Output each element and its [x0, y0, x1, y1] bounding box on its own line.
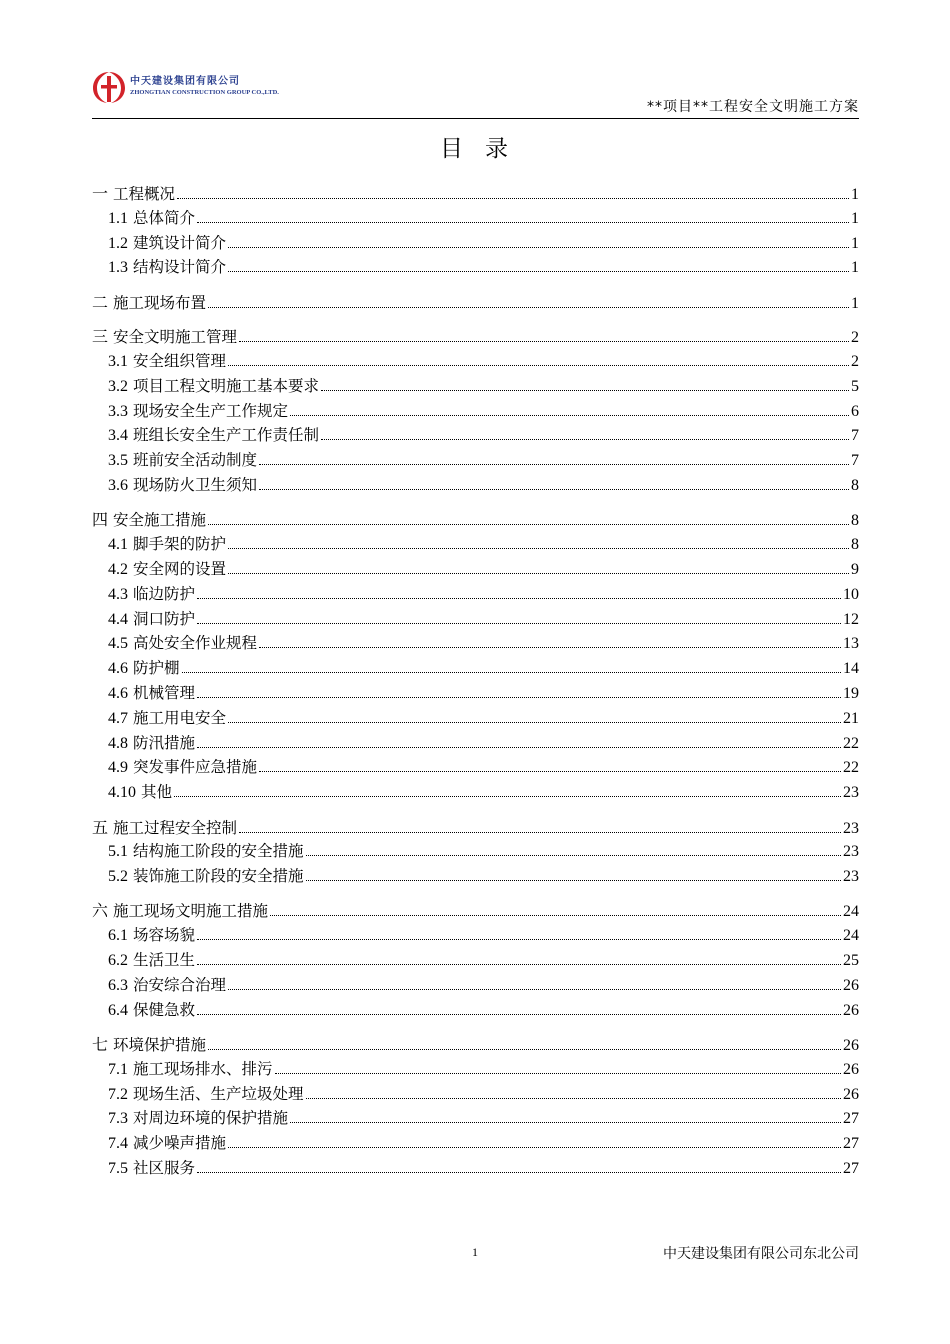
toc-dot-leader — [239, 832, 841, 833]
toc-section-entry[interactable] — [92, 374, 859, 399]
toc-entry-title: 场容场貌 — [133, 926, 196, 945]
toc-section-entry[interactable] — [92, 206, 859, 231]
toc-dot-leader — [174, 796, 841, 797]
toc-entry-title: 班前安全活动制度 — [133, 451, 258, 470]
company-logo — [92, 70, 279, 104]
toc-section-entry[interactable] — [92, 839, 859, 864]
toc-entry-title: 建筑设计简介 — [133, 233, 227, 252]
toc-entry-title: 总体简介 — [133, 208, 196, 227]
toc-dot-leader — [182, 672, 841, 673]
toc-entry-number: 3.5 — [108, 452, 128, 470]
toc-entry-title: 防汛措施 — [133, 733, 196, 752]
toc-dot-leader — [197, 697, 841, 698]
toc-entry-number: 三 — [92, 329, 109, 347]
toc-chapter-entry[interactable] — [92, 815, 859, 840]
toc-section-entry[interactable] — [92, 864, 859, 889]
toc-entry-title: 安全网的设置 — [133, 559, 227, 578]
toc-entry-number: 3.1 — [108, 352, 128, 370]
toc-section-entry[interactable] — [92, 473, 859, 498]
toc-entry-page: 19 — [843, 684, 859, 702]
toc-entry-page: 7 — [851, 427, 859, 445]
toc-entry-number: 4.7 — [108, 709, 128, 727]
toc-entry-title: 对周边环境的保护措施 — [133, 1109, 289, 1128]
toc-entry-page: 23 — [843, 784, 859, 802]
toc-entry-number: 4.2 — [108, 560, 128, 578]
toc-section-entry[interactable] — [92, 1057, 859, 1082]
toc-entry-title: 洞口防护 — [133, 609, 196, 628]
table-of-contents — [92, 181, 859, 1181]
toc-section-entry[interactable] — [92, 1156, 859, 1181]
toc-entry-page: 26 — [843, 1085, 859, 1103]
toc-dot-leader — [197, 623, 841, 624]
toc-entry-number: 6.1 — [108, 927, 128, 945]
toc-dot-leader — [197, 747, 841, 748]
toc-section-entry[interactable] — [92, 780, 859, 805]
toc-dot-leader — [290, 415, 849, 416]
toc-entry-title: 施工现场布置 — [113, 293, 207, 312]
toc-entry-title: 突发事件应急措施 — [133, 758, 258, 777]
toc-entry-number: 四 — [92, 512, 109, 530]
toc-entry-number: 4.3 — [108, 585, 128, 603]
toc-entry-title: 环境保护措施 — [113, 1036, 207, 1055]
toc-section-entry[interactable] — [92, 349, 859, 374]
toc-dot-leader — [197, 598, 841, 599]
toc-entry-page: 25 — [843, 952, 859, 970]
toc-entry-title: 现场安全生产工作规定 — [133, 401, 289, 420]
toc-entry-number: 6.4 — [108, 1001, 128, 1019]
logo-chinese-name: 中天建设集团有限公司 — [130, 76, 240, 87]
toc-dot-leader — [228, 548, 849, 549]
toc-entry-page: 1 — [851, 209, 859, 227]
toc-entry-number: 六 — [92, 903, 109, 921]
toc-section-entry[interactable] — [92, 1082, 859, 1107]
toc-entry-number: 4.10 — [108, 784, 136, 802]
toc-entry-title: 其他 — [141, 783, 173, 802]
toc-entry-number: 6.3 — [108, 976, 128, 994]
toc-dot-leader — [228, 365, 849, 366]
toc-entry-page: 8 — [851, 512, 859, 530]
toc-entry-number: 4.1 — [108, 536, 128, 554]
toc-section-entry[interactable] — [92, 656, 859, 681]
toc-chapter-entry[interactable] — [92, 324, 859, 349]
toc-entry-page: 26 — [843, 976, 859, 994]
toc-entry-page: 5 — [851, 377, 859, 395]
toc-section-entry[interactable] — [92, 532, 859, 557]
toc-entry-page: 8 — [851, 476, 859, 494]
toc-entry-page: 12 — [843, 610, 859, 628]
toc-entry-page: 27 — [843, 1135, 859, 1153]
toc-entry-page: 8 — [851, 536, 859, 554]
toc-entry-title: 施工过程安全控制 — [113, 818, 238, 837]
toc-dot-leader — [208, 307, 849, 308]
toc-entry-number: 一 — [92, 186, 109, 203]
toc-entry-page: 23 — [843, 843, 859, 861]
logo-english-name: ZHONGTIAN CONSTRUCTION GROUP CO.,LTD. — [130, 89, 279, 96]
toc-section-entry[interactable] — [92, 448, 859, 473]
toc-chapter-entry[interactable] — [92, 290, 859, 315]
toc-entry-page: 13 — [843, 635, 859, 653]
toc-dot-leader — [321, 439, 849, 440]
toc-heading: 目录 — [440, 136, 530, 162]
toc-entry-page: 24 — [843, 927, 859, 945]
toc-entry-number: 7.1 — [108, 1060, 128, 1078]
toc-entry-title: 脚手架的防护 — [133, 535, 227, 554]
toc-dot-leader — [270, 915, 841, 916]
toc-dot-leader — [275, 1073, 841, 1074]
toc-entry-number: 五 — [92, 819, 109, 837]
toc-entry-number: 1.3 — [108, 259, 128, 277]
page-number: 1 — [472, 1245, 478, 1259]
toc-dot-leader — [197, 1014, 841, 1015]
toc-entry-title: 装饰施工阶段的安全措施 — [133, 867, 304, 886]
toc-dot-leader — [239, 341, 849, 342]
toc-dot-leader — [197, 939, 841, 940]
toc-entry-number: 1.1 — [108, 209, 128, 227]
toc-entry-page: 2 — [851, 352, 859, 370]
toc-entry-number: 5.2 — [108, 868, 128, 886]
toc-entry-title: 班组长安全生产工作责任制 — [133, 426, 320, 445]
toc-entry-page: 23 — [843, 868, 859, 886]
toc-chapter-entry[interactable] — [92, 181, 859, 206]
toc-entry-title: 工程概况 — [113, 185, 176, 203]
toc-dot-leader — [228, 247, 849, 248]
toc-entry-number: 3.6 — [108, 476, 128, 494]
toc-entry-number: 七 — [92, 1037, 109, 1055]
toc-entry-number: 7.5 — [108, 1160, 128, 1178]
toc-entry-number: 二 — [92, 294, 109, 312]
toc-section-entry[interactable] — [92, 607, 859, 632]
toc-entry-number: 5.1 — [108, 843, 128, 861]
toc-entry-page: 14 — [843, 660, 859, 678]
toc-section-entry[interactable] — [92, 755, 859, 780]
toc-dot-leader — [228, 573, 849, 574]
toc-entry-title: 生活卫生 — [133, 951, 196, 970]
toc-entry-page: 1 — [851, 259, 859, 277]
toc-entry-number: 4.8 — [108, 734, 128, 752]
toc-entry-number: 4.5 — [108, 635, 128, 653]
toc-entry-number: 4.6 — [108, 660, 128, 678]
toc-entry-title: 项目工程文明施工基本要求 — [133, 376, 320, 395]
toc-entry-title: 安全施工措施 — [113, 511, 207, 530]
toc-entry-title: 防护棚 — [133, 659, 180, 678]
toc-dot-leader — [208, 524, 849, 525]
toc-section-entry[interactable] — [92, 631, 859, 656]
toc-chapter-entry[interactable] — [92, 1032, 859, 1057]
toc-entry-page: 26 — [843, 1001, 859, 1019]
toc-dot-leader — [228, 722, 841, 723]
toc-entry-title: 社区服务 — [133, 1159, 196, 1178]
toc-entry-title: 保健急救 — [133, 1000, 196, 1019]
toc-dot-leader — [197, 964, 841, 965]
toc-entry-title: 临边防护 — [133, 584, 196, 603]
toc-dot-leader — [259, 771, 841, 772]
toc-entry-title: 安全组织管理 — [133, 351, 227, 370]
toc-entry-number: 7.2 — [108, 1085, 128, 1103]
toc-entry-page: 23 — [843, 819, 859, 837]
toc-entry-title: 高处安全作业规程 — [133, 634, 258, 653]
toc-dot-leader — [259, 647, 841, 648]
toc-entry-title: 结构设计简介 — [133, 258, 227, 277]
toc-dot-leader — [306, 855, 841, 856]
toc-entry-page: 1 — [851, 186, 859, 203]
toc-entry-page: 22 — [843, 734, 859, 752]
toc-section-entry[interactable] — [92, 423, 859, 448]
toc-entry-title: 安全文明施工管理 — [113, 328, 238, 347]
toc-dot-leader — [259, 489, 849, 490]
toc-entry-title: 减少噪声措施 — [133, 1134, 227, 1153]
toc-dot-leader — [197, 1172, 841, 1173]
toc-dot-leader — [290, 1122, 841, 1123]
toc-entry-number: 3.2 — [108, 377, 128, 395]
toc-section-entry[interactable] — [92, 255, 859, 280]
toc-entry-page: 1 — [851, 294, 859, 312]
toc-entry-number: 3.3 — [108, 402, 128, 420]
toc-section-entry[interactable] — [92, 582, 859, 607]
toc-section-entry[interactable] — [92, 998, 859, 1023]
toc-entry-page: 26 — [843, 1060, 859, 1078]
toc-entry-number: 4.9 — [108, 759, 128, 777]
toc-entry-page: 10 — [843, 585, 859, 603]
toc-chapter-entry[interactable] — [92, 898, 859, 923]
toc-entry-page: 26 — [843, 1037, 859, 1055]
toc-dot-leader — [197, 222, 849, 223]
toc-entry-page: 1 — [851, 234, 859, 252]
toc-entry-title: 施工用电安全 — [133, 708, 227, 727]
toc-chapter-entry[interactable] — [92, 507, 859, 532]
toc-entry-title: 结构施工阶段的安全措施 — [133, 842, 304, 861]
toc-dot-leader — [306, 1098, 841, 1099]
toc-entry-title: 现场生活、生产垃圾处理 — [133, 1084, 304, 1103]
footer-company-name: 中天建设集团有限公司东北公司 — [663, 1246, 859, 1262]
header-divider — [92, 118, 859, 119]
toc-entry-number: 1.2 — [108, 234, 128, 252]
toc-section-entry[interactable] — [92, 1106, 859, 1131]
document-title: **项目**工程安全文明施工方案 — [647, 99, 859, 115]
toc-entry-page: 27 — [843, 1110, 859, 1128]
toc-section-entry[interactable] — [92, 231, 859, 256]
toc-entry-page: 7 — [851, 452, 859, 470]
toc-dot-leader — [321, 390, 849, 391]
toc-entry-number: 6.2 — [108, 952, 128, 970]
toc-entry-title: 施工现场排水、排污 — [133, 1059, 273, 1078]
toc-entry-number: 4.4 — [108, 610, 128, 628]
toc-dot-leader — [177, 198, 849, 199]
toc-entry-page: 6 — [851, 402, 859, 420]
toc-entry-page: 21 — [843, 709, 859, 727]
toc-section-entry[interactable] — [92, 399, 859, 424]
toc-section-entry[interactable] — [92, 557, 859, 582]
toc-section-entry[interactable] — [92, 731, 859, 756]
toc-entry-number: 7.4 — [108, 1135, 128, 1153]
toc-dot-leader — [228, 989, 841, 990]
toc-entry-title: 施工现场文明施工措施 — [113, 902, 269, 921]
toc-entry-number: 7.3 — [108, 1110, 128, 1128]
zhongtian-logo-icon — [92, 70, 126, 104]
toc-dot-leader — [208, 1049, 841, 1050]
toc-entry-number: 3.4 — [108, 427, 128, 445]
toc-entry-title: 现场防火卫生须知 — [133, 475, 258, 494]
toc-entry-title: 机械管理 — [133, 683, 196, 702]
toc-section-entry[interactable] — [92, 706, 859, 731]
toc-entry-page: 27 — [843, 1160, 859, 1178]
toc-dot-leader — [228, 1147, 841, 1148]
toc-section-entry[interactable] — [92, 1131, 859, 1156]
toc-entry-number: 4.6 — [108, 684, 128, 702]
toc-section-entry[interactable] — [92, 948, 859, 973]
toc-entry-title: 治安综合治理 — [133, 975, 227, 994]
toc-dot-leader — [306, 880, 841, 881]
toc-entry-page: 2 — [851, 329, 859, 347]
toc-section-entry[interactable] — [92, 973, 859, 998]
toc-section-entry[interactable] — [92, 923, 859, 948]
toc-entry-page: 24 — [843, 903, 859, 921]
toc-dot-leader — [259, 464, 849, 465]
toc-entry-page: 22 — [843, 759, 859, 777]
toc-dot-leader — [228, 271, 849, 272]
toc-section-entry[interactable] — [92, 681, 859, 706]
toc-entry-page: 9 — [851, 560, 859, 578]
